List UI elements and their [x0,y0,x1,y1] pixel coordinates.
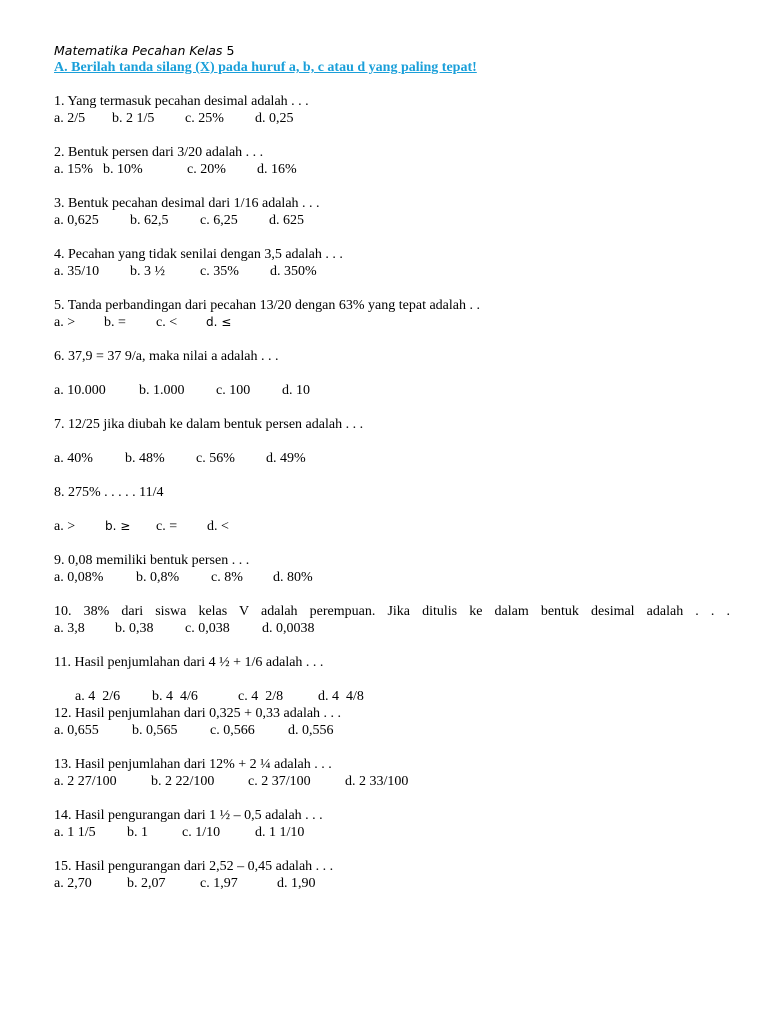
question-6 [54,348,734,399]
option-b[interactable]: b. = [104,315,126,330]
option-b[interactable]: b. 48% [125,451,165,466]
option-a[interactable]: a. 4 2/6 [75,689,121,704]
question-text: 8. 275% . . . . . 11/4 [54,485,164,500]
question-13 [54,756,734,790]
question-9 [54,552,734,586]
question-1 [54,93,734,127]
worksheet-page [54,42,734,892]
option-c[interactable]: c. 6,25 [200,213,238,228]
option-b[interactable]: b. ≥ [105,519,131,533]
option-c[interactable]: c. 1,97 [200,876,238,891]
option-a[interactable]: a. 0,655 [54,723,99,738]
option-c[interactable]: c. = [156,519,178,534]
option-d[interactable]: d. 10 [282,383,310,398]
option-c[interactable]: c. 0,566 [210,723,255,738]
option-b[interactable]: b. 10% [103,162,143,177]
option-b[interactable]: b. 1 [127,825,148,840]
options-row [54,569,734,586]
option-d[interactable]: d. 0,0038 [262,621,315,636]
option-a[interactable]: a. 35/10 [54,264,100,279]
options-row [54,824,734,841]
options-row [54,450,734,467]
document-title-number: 5 [226,43,235,58]
question-3 [54,195,734,229]
question-12 [54,705,734,739]
option-a[interactable]: a. 2/5 [54,111,86,126]
options-row [54,671,734,704]
options-row [54,161,734,178]
option-d[interactable]: d. 1,90 [277,876,316,891]
option-d[interactable]: d. 80% [273,570,313,585]
options-row [54,314,734,331]
question-text: 1. Yang termasuk pecahan desimal adalah . . . [54,94,309,109]
question-text: 4. Pecahan yang tidak senilai dengan 3,5 adalah . . . [54,247,343,262]
option-c[interactable]: c. 8% [211,570,243,585]
option-a[interactable]: a. > [54,315,76,330]
option-b[interactable]: b. 3 ½ [130,264,165,279]
options-row [54,518,734,535]
option-c[interactable]: c. 0,038 [185,621,230,636]
option-c[interactable]: c. 100 [216,383,251,398]
option-c[interactable]: c. 25% [185,111,224,126]
question-text: 2. Bentuk persen dari 3/20 adalah . . . [54,145,264,160]
option-b[interactable]: b. 0,8% [136,570,180,585]
question-text: 12. Hasil penjumlahan dari 0,325 + 0,33 adalah . . . [54,706,342,721]
option-a[interactable]: a. 2,70 [54,876,92,891]
option-a[interactable]: a. 0,08% [54,570,104,585]
option-d[interactable]: d. 0,25 [255,111,294,126]
option-a[interactable]: a. 2 27/100 [54,774,117,789]
question-4 [54,246,734,280]
question-2 [54,144,734,178]
option-d[interactable]: d. 1 1/10 [255,825,305,840]
option-a[interactable]: a. 0,625 [54,213,99,228]
option-d[interactable]: d. ≤ [206,315,232,329]
option-d[interactable]: d. 625 [269,213,304,228]
question-text: 9. 0,08 memiliki bentuk persen . . . [54,553,250,568]
option-b[interactable]: b. 0,565 [132,723,178,738]
question-text: 11. Hasil penjumlahan dari 4 ½ + 1/6 adalah . . . [54,655,324,670]
option-d[interactable]: d. 350% [270,264,317,279]
options-row [54,875,734,892]
document-title [54,42,734,59]
option-b[interactable]: b. 2,07 [127,876,166,891]
option-c[interactable]: c. 56% [196,451,235,466]
option-c[interactable]: c. 4 2/8 [238,689,284,704]
option-d[interactable]: d. 4 4/8 [318,689,364,704]
question-7 [54,416,734,467]
option-a[interactable]: a. 3,8 [54,621,85,636]
question-text: 14. Hasil pengurangan dari 1 ½ – 0,5 adalah . . . [54,808,323,823]
option-b[interactable]: b. 2 22/100 [151,774,215,789]
option-a[interactable]: a. 15% [54,162,93,177]
question-5 [54,297,734,331]
option-d[interactable]: d. 16% [257,162,297,177]
question-text: 15. Hasil pengurangan dari 2,52 – 0,45 adalah . . . [54,859,334,874]
option-b[interactable]: b. 4 4/6 [152,689,198,704]
option-d[interactable]: d. < [207,519,229,534]
option-a[interactable]: a. > [54,519,76,534]
option-c[interactable]: c. 35% [200,264,239,279]
options-row [54,110,734,127]
question-14 [54,807,734,841]
document-title-text: Matematika Pecahan Kelas [54,43,223,58]
option-a[interactable]: a. 1 1/5 [54,825,96,840]
question-11 [54,654,734,704]
option-d[interactable]: d. 49% [266,451,306,466]
options-row [54,382,734,399]
options-row [54,773,734,790]
options-row [54,722,734,739]
option-c[interactable]: c. 2 37/100 [248,774,311,789]
options-row [54,212,734,229]
question-text: 6. 37,9 = 37 9/a, maka nilai a adalah . . . [54,349,279,364]
question-text: 10. 38% dari siswa kelas V adalah perempuan. Jika ditulis ke dalam bentuk desimal adalah . . . [54,604,731,619]
option-c[interactable]: c. 20% [187,162,226,177]
option-d[interactable]: d. 0,556 [288,723,334,738]
question-text: 7. 12/25 jika diubah ke dalam bentuk persen adalah . . . [54,417,364,432]
option-b[interactable]: b. 62,5 [130,213,169,228]
option-b[interactable]: b. 2 1/5 [112,111,155,126]
option-d[interactable]: d. 2 33/100 [345,774,409,789]
option-b[interactable]: b. 0,38 [115,621,154,636]
option-a[interactable]: a. 40% [54,451,93,466]
options-row [54,263,734,280]
question-text: 5. Tanda perbandingan dari pecahan 13/20 dengan 63% yang tepat adalah . . [54,298,480,313]
instruction-heading: A. Berilah tanda silang (X) pada huruf a, b, c atau d yang paling tepat! [54,60,477,75]
question-15 [54,858,734,892]
option-a[interactable]: a. 10.000 [54,383,106,398]
question-8 [54,484,734,535]
question-text: 3. Bentuk pecahan desimal dari 1/16 adalah . . . [54,196,320,211]
option-c[interactable]: c. 1/10 [182,825,221,840]
question-text: 13. Hasil penjumlahan dari 12% + 2 ¼ adalah . . . [54,757,332,772]
option-c[interactable]: c. < [156,315,178,330]
option-b[interactable]: b. 1.000 [139,383,185,398]
options-row [54,620,734,637]
question-10 [54,603,734,637]
